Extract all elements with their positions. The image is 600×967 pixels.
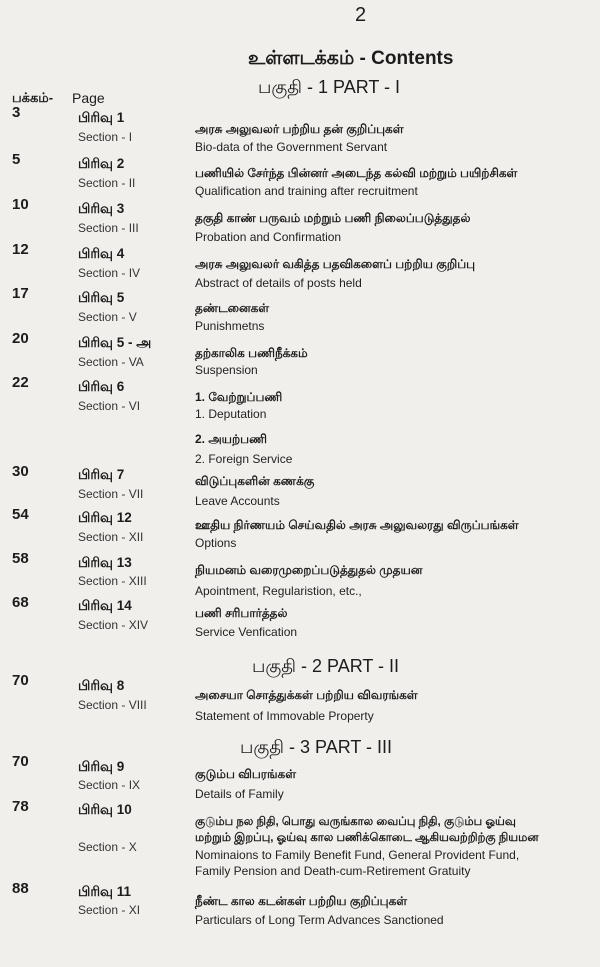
entry-title-tamil: தகுதி காண் பருவம் மற்றும் பணி நிலைப்படுத்துதல் — [195, 211, 471, 225]
page-number: 2 — [355, 4, 367, 26]
entry-section-english: Section - IV — [78, 266, 141, 280]
entry-title-tamil: பணி சரிபார்த்தல் — [195, 606, 288, 620]
entry-title-english: Probation and Confirmation — [195, 230, 342, 244]
entry-title-english: 1. Deputation — [195, 407, 267, 421]
entry-title-english: Punishmetns — [195, 319, 265, 333]
part-1-title: பகுதி - 1 PART - I — [258, 77, 401, 97]
entry-section-tamil: பிரிவு 6 — [78, 379, 125, 394]
entry-title-english: Particulars of Long Term Advances Sanctioned — [195, 913, 444, 927]
entry-title-english: Details of Family — [195, 787, 284, 801]
entry-title-english: Apointment, Regularistion, etc., — [195, 584, 362, 598]
entry-title-tamil: பணியில் சேர்ந்த பின்னர் அடைந்த கல்வி மற்றும் பயிற்சிகள் — [195, 166, 518, 180]
entry-title-tamil: விடுப்புகளின் கணக்கு — [195, 474, 315, 488]
entry-title-tamil: அரசு அலுவலர் வகித்த பதவிகளைப் பற்றிய குறிப்பு — [195, 257, 476, 271]
entry-section-english: Section - VI — [78, 399, 141, 413]
entry-section-tamil: பிரிவு 9 — [78, 759, 125, 774]
entry-title-tamil: 1. வேற்றுப்பணி — [195, 390, 283, 404]
part-2-title: பகுதி - 2 PART - II — [252, 656, 400, 676]
entry-title-tamil: ஊதிய நிர்ணயம் செய்வதில் அரசு அலுவலரது விருப்பங்கள் — [195, 518, 519, 532]
entry-title-english: Suspension — [195, 363, 258, 377]
entry-title-english: Abstract of details of posts held — [195, 276, 362, 290]
entry-section-english: Section - X — [78, 840, 137, 854]
entry-section-english: Section - II — [78, 176, 136, 190]
entry-title-english: Bio-data of the Government Servant — [195, 140, 388, 154]
entry-title-english: Options — [195, 536, 237, 550]
entry-section-tamil: பிரிவு 8 — [78, 678, 125, 693]
entry-section-english: Section - XIV — [78, 618, 149, 632]
entry-title-tamil-2: 2. அயற்பணி — [195, 432, 267, 446]
entry-title-english-2: 2. Foreign Service — [195, 452, 293, 466]
entry-section-english: Section - III — [78, 221, 139, 235]
entry-title-tamil: நீண்ட கால கடன்கள் பற்றிய குறிப்புகள் — [195, 894, 408, 908]
entry-title-tamil: தற்காலிக பணிநீக்கம் — [195, 346, 308, 360]
entry-title-english: Qualification and training after recruitment — [195, 184, 418, 198]
entry-title-tamil: குடும்ப நல நிதி, பொது வருங்கால வைப்பு நிதி, குடும்ப ஓய்வு — [195, 816, 516, 828]
entry-title-english: Service Venfication — [195, 625, 298, 639]
entry-title-english: Statement of Immovable Property — [195, 709, 374, 723]
entry-title-english: Nominaions to Family Benefit Fund, General Provident Fund, — [195, 848, 520, 862]
entry-section-tamil: பிரிவு 13 — [78, 555, 132, 570]
entry-title-tamil: அரசு அலுவலர் பற்றிய தன் குறிப்புகள் — [195, 122, 404, 136]
entry-page: 68 — [12, 594, 29, 611]
entry-section-tamil: பிரிவு 10 — [78, 802, 132, 817]
column-header-tamil: பக்கம்- — [12, 90, 54, 105]
entry-page: 22 — [12, 374, 29, 391]
entry-section-english: Section - XII — [78, 530, 144, 544]
entry-section-english: Section - VIII — [78, 698, 147, 712]
entry-section-tamil: பிரிவு 5 - அ — [78, 335, 152, 350]
entry-title-english: Leave Accounts — [195, 494, 280, 508]
entry-page: 12 — [12, 241, 29, 258]
entry-title-tamil: குடும்ப விபரங்கள் — [195, 767, 297, 781]
entry-page: 78 — [12, 798, 29, 815]
entry-section-tamil: பிரிவு 4 — [78, 246, 125, 261]
entry-page: 20 — [12, 330, 29, 347]
part-3-title: பகுதி - 3 PART - III — [240, 737, 393, 757]
entry-page: 70 — [12, 753, 29, 770]
entry-section-tamil: பிரிவு 11 — [78, 884, 131, 899]
entry-section-english: Section - V — [78, 310, 137, 324]
entry-section-english: Section - IX — [78, 778, 141, 792]
entry-section-english: Section - XIII — [78, 574, 147, 588]
entry-title-tamil: நியமனம் வரைமுறைப்படுத்துதல் முதயன — [195, 563, 423, 577]
entry-page: 70 — [12, 672, 29, 689]
entry-title-tamil: அசையா சொத்துக்கள் பற்றிய விவரங்கள் — [195, 688, 418, 702]
entry-page: 5 — [12, 151, 21, 168]
entry-page: 54 — [12, 506, 29, 523]
entry-page: 88 — [12, 880, 29, 897]
entry-section-tamil: பிரிவு 5 — [78, 290, 125, 305]
entry-page: 58 — [12, 550, 29, 567]
contents-title: உள்ளடக்கம் - Contents — [248, 48, 454, 69]
entry-section-tamil: பிரிவு 12 — [78, 510, 132, 525]
entry-section-tamil: பிரிவு 7 — [78, 467, 125, 482]
entry-section-tamil: பிரிவு 2 — [78, 156, 125, 171]
entry-title-tamil-2: மற்றும் இறப்பு, ஓய்வு கால பணிக்கொடை ஆகியவற்றிற்கு நியமன — [195, 832, 539, 844]
entry-section-tamil: பிரிவு 14 — [78, 598, 132, 613]
entry-section-english: Section - XI — [78, 903, 141, 917]
entry-page: 17 — [12, 285, 29, 302]
entry-page: 3 — [12, 104, 21, 121]
entry-section-english: Section - VII — [78, 487, 144, 501]
entry-title-english-2: Family Pension and Death-cum-Retirement Gratuity — [195, 864, 471, 878]
entry-title-tamil: தண்டனைகள் — [195, 301, 270, 315]
column-header-english: Page — [72, 90, 105, 106]
entry-page: 10 — [12, 196, 29, 213]
entry-page: 30 — [12, 463, 29, 480]
entry-section-english: Section - I — [78, 130, 133, 144]
entry-section-english: Section - VA — [78, 355, 144, 369]
entry-section-tamil: பிரிவு 3 — [78, 201, 125, 216]
entry-section-tamil: பிரிவு 1 — [78, 110, 125, 125]
